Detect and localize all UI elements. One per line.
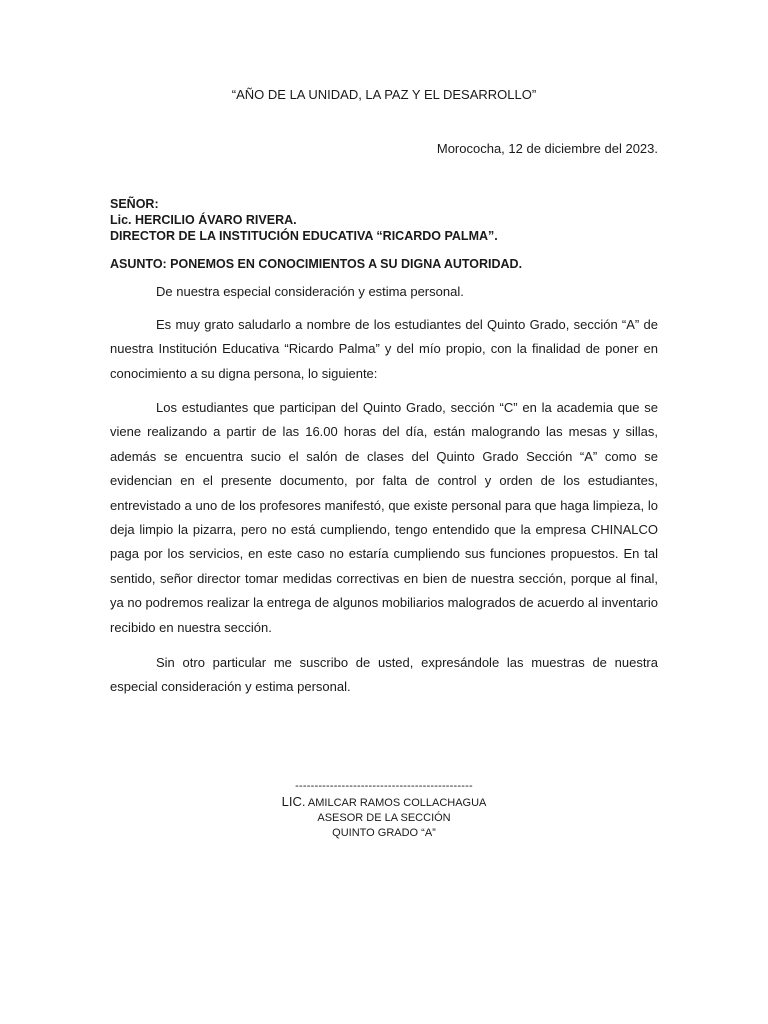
greeting: De nuestra especial consideración y estima personal. [156, 284, 464, 299]
addressee-salutation: SEÑOR: [110, 197, 159, 211]
signature-name-row [0, 794, 768, 811]
date-line: Morococha, 12 de diciembre del 2023. [436, 141, 658, 156]
addressee-block [110, 196, 498, 244]
signature-section: QUINTO GRADO “A” [332, 827, 436, 839]
subject-line: ASUNTO: PONEMOS EN CONOCIMIENTOS A SU DIGNA AUTORIDAD. [110, 257, 523, 271]
signature-line: ---------------------------------------------- [295, 780, 473, 792]
signature-block [0, 779, 768, 841]
addressee-position: DIRECTOR DE LA INSTITUCIÓN EDUCATIVA “RICARDO PALMA”. [110, 229, 498, 243]
addressee-name: Lic. HERCILIO ÁVARO RIVERA. [110, 213, 297, 227]
year-title: “AÑO DE LA UNIDAD, LA PAZ Y EL DESARROLLO” [231, 87, 537, 102]
body-paragraph-2: Los estudiantes que participan del Quinto Grado, sección “C” en la academia que se viene realizando a partir de las 16.00 horas del día, están malogrando las mesas y sillas, además se encuentra sucio el salón de clases del Quinto Grado Sección “A” como se evidencian en el presente documento, por falta de control y orden de los estudiantes, entrevistado a uno de los profesores manifestó, que existe personal para que haga limpieza, lo deja limpio la pizarra, pero no está cumpliendo, tengo entendido que la empresa CHINALCO paga por los servicios, en este caso no estaría cumpliendo sus funciones propuestos. En tal sentido, señor director tomar medidas correctivas en bien de nuestra sección, porque al final, ya no podremos realizar la entrega de algunos mobiliarios malogrados de acuerdo al inventario recibido en nuestra sección. [110, 400, 658, 635]
signature-role: ASESOR DE LA SECCIÓN [317, 812, 451, 824]
signature-title-prefix: LIC. [281, 794, 306, 809]
body-paragraph-3: Sin otro particular me suscribo de usted, expresándole las muestras de nuestra especial consideración y estima personal. [110, 655, 658, 695]
body-paragraph-1: Es muy grato saludarlo a nombre de los estudiantes del Quinto Grado, sección “A” de nuestra Institución Educativa “Ricardo Palma” y del mío propio, con la finalidad de poner en conocimiento a su digna persona, lo siguiente: [110, 317, 658, 381]
signature-name: AMILCAR RAMOS COLLACHAGUA [307, 797, 487, 809]
